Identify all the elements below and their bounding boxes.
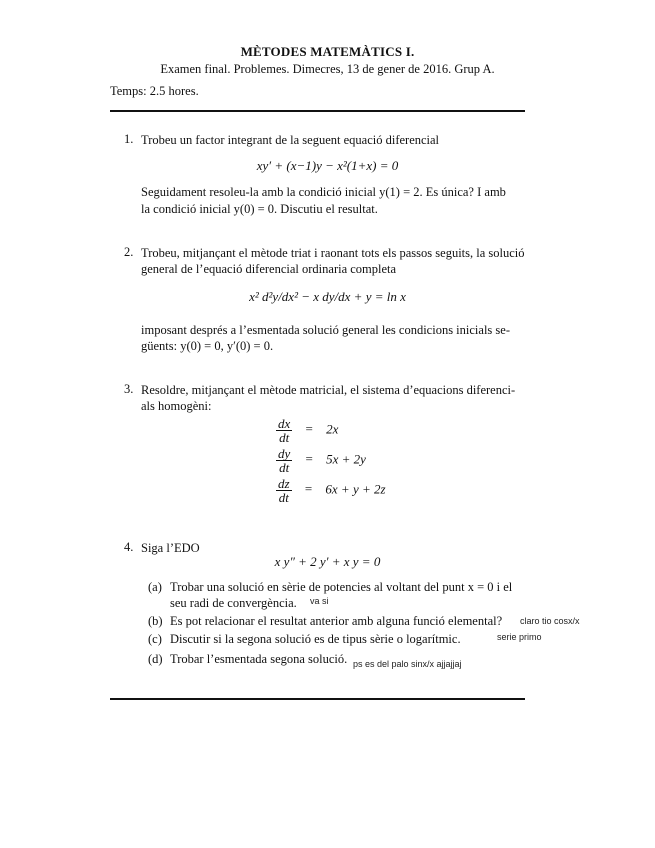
problem-number: 3.: [124, 382, 134, 396]
problem-number: 4.: [124, 540, 134, 554]
bottom-divider: [110, 698, 525, 700]
problem-4-equation: x y″ + 2 y′ + x y = 0: [274, 554, 381, 569]
problem-number: 2.: [124, 245, 134, 259]
system-equation-row: $\frac{dz}{dt}$ = 6x + y + 2z: [278, 476, 386, 505]
part-text-line: seu radi de convergència.: [170, 596, 297, 610]
derivative-numerator: dz: [278, 476, 290, 491]
part-label: (a): [148, 580, 162, 594]
top-divider: [110, 110, 525, 112]
handwritten-note: claro tio cosx/x: [520, 616, 580, 626]
problem-text-line: la condició inicial y(0) = 0. Discutiu el resultat.: [141, 202, 378, 216]
part-text-line: Discutir si la segona solució es de tipus sèrie o logarítmic.: [170, 632, 461, 646]
derivative-denominator: dt: [278, 490, 289, 505]
part-label: (b): [148, 614, 163, 628]
system-rhs: 2x: [326, 421, 339, 437]
exam-subtitle: Examen final. Problemes. Dimecres, 13 de gener de 2016. Grup A.: [160, 62, 495, 76]
exam-title: MÈTODES MATEMÀTICS I.: [240, 44, 415, 59]
system-equation-row: $\frac{dy}{dt}$ = 5x + 2y: [278, 446, 366, 475]
part-text-line: Trobar una solució en sèrie de potencies al voltant del punt x = 0 i el: [170, 580, 513, 594]
part-label: (d): [148, 652, 163, 666]
part-text-line: Es pot relacionar el resultat anterior amb alguna funció elemental?: [170, 614, 503, 628]
system-equation-row: $\frac{dx}{dt}$ = 2x: [278, 416, 339, 445]
problem-text-line: als homogèni:: [141, 399, 212, 413]
problem-text-line: Resoldre, mitjançant el mètode matricial, el sistema d’equacions diferenci-: [141, 383, 516, 397]
derivative-numerator: dy: [278, 446, 291, 461]
problem-text-line: general de l’equació diferencial ordinaria completa: [141, 262, 397, 276]
system-rhs: 5x + 2y: [326, 451, 366, 467]
problem-statement: Trobeu un factor integrant de la seguent equació diferencial: [141, 133, 440, 147]
problem-text-line: imposant després a l’esmentada solució general les condicions inicials se-: [141, 323, 510, 337]
problem-text-line: güents: y(0) = 0, y′(0) = 0.: [141, 339, 274, 353]
system-rhs: 6x + y + 2z: [325, 481, 386, 497]
derivative-denominator: dt: [279, 430, 290, 445]
problem-1-equation: xy′ + (x−1)y − x²(1+x) = 0: [256, 158, 399, 173]
part-text-line: Trobar l’esmentada segona solució.: [170, 652, 348, 666]
problem-statement: Siga l’EDO: [141, 541, 200, 555]
handwritten-note: serie primo: [497, 632, 542, 642]
problem-number: 1.: [124, 132, 134, 146]
exam-time: Temps: 2.5 hores.: [110, 84, 199, 98]
handwritten-note: va si: [310, 596, 329, 606]
derivative-denominator: dt: [279, 460, 290, 475]
problem-text-line: Seguidament resoleu-la amb la condició inicial y(1) = 2. Es única? I amb: [141, 185, 506, 199]
problem-2-equation: x² d²y/dx² − x dy/dx + y = ln x: [249, 289, 406, 304]
part-label: (c): [148, 632, 162, 646]
problem-text-line: Trobeu, mitjançant el mètode triat i raonant tots els passos seguits, la solució: [141, 246, 525, 260]
handwritten-note: ps es del palo sinx/x ajjajjaj: [353, 659, 462, 669]
derivative-numerator: dx: [278, 416, 291, 431]
